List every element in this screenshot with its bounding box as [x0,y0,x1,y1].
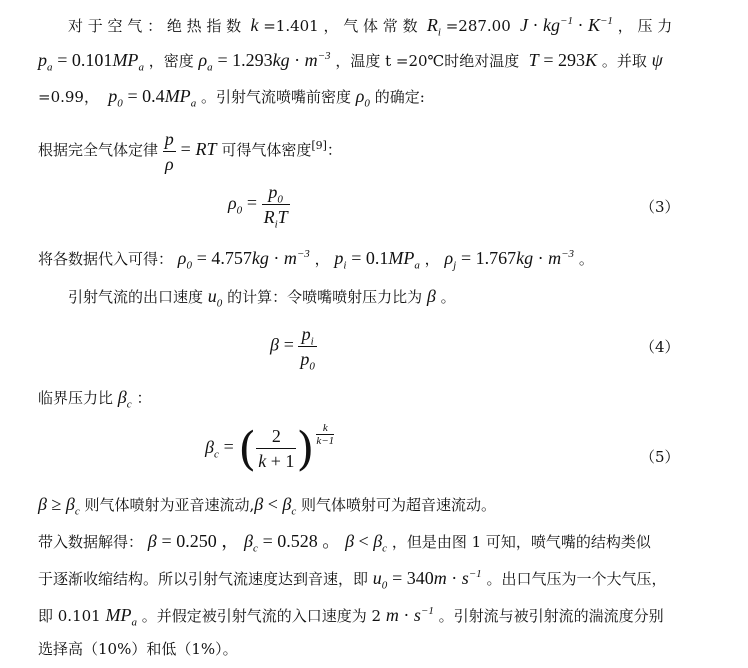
para-results-line-4: 选择高（10%）和低（1%）。 [38,640,238,658]
para-outlet-velocity: 引射气流的出口速度 $u_0$ 的计算：令喷嘴喷射压力比为 β 。 [68,286,456,310]
equation-5-number: （5） [640,448,680,466]
para-results-line-1: 带入数据解得： β = 0.250 ， $\beta_c = 0.528$ 。 $\beta < \beta_c$ ，但是由图 1 可知，喷气嘴的结构类似 [38,531,651,555]
para-results-line-3: 即 0.101 $MP_a$ 。并假定被引射气流的入口速度为 2 $m \cdot s^{-1}$ 。引射流与被引射流的湍流度分别 [38,605,664,629]
equation-4: β = $\frac{p_i}{p_0}$ [270,324,315,373]
para-air-props-line-3: =0.99， $p_0 = 0.4MP_a$ 。引射气流喷嘴前密度 $\rho_0$ 的确定: [38,86,425,110]
equation-3-number: （3） [640,198,680,216]
para-air-props-line-2: $p_a = 0.101MP_a$ ，密度 $\rho_a = 1.293kg \cdot m^{-3}$ ，温度 t =20℃时绝对温度 T = 293K 。并取 ψ [38,50,663,74]
para-substitution: 将各数据代入可得： $\rho_0 = 4.757kg \cdot m^{-3}$ ， $p_i = 0.1MP_a$ ， $\rho_j = 1.767kg \cdot m^{-3}$ 。 [38,248,594,272]
para-air-props-line-1: 对 于 空 气 ： 绝 热 指 数 k =1.401 ， 气 体 常 数 $R_i =287.00$ $J \cdot kg^{-1} \cdot K^{-1}$ ， 压 力 [68,15,673,39]
para-flow-regime: $\beta \ge \beta_c$ 则气体喷射为亚音速流动$,\beta < \beta_c$ 则气体喷射可为超音速流动。 [38,494,497,518]
para-results-line-2: 于逐渐收缩结构。所以引射气流速度达到音速，即 $u_0 = 340m \cdot s^{-1}$ 。出口气压为一个大气压， [38,568,667,592]
para-critical-ratio: 临界压力比 $\beta_c$ ： [38,387,152,411]
equation-3: $\rho_0$ = $\frac{p_0}{R_iT}$ [228,182,288,231]
equation-4-number: （4） [640,338,680,356]
equation-5: $\beta_c$ = ( $\frac{2}{k + 1}$ ) $\frac{k}{k-1}$ [205,421,335,476]
para-gas-law: 根据完全气体定律 $\frac{p}{\rho}$ = RT 可得气体密度[9]： [38,128,342,174]
fraction-p-over-rho: $\frac{p}{\rho}$ [164,128,174,174]
